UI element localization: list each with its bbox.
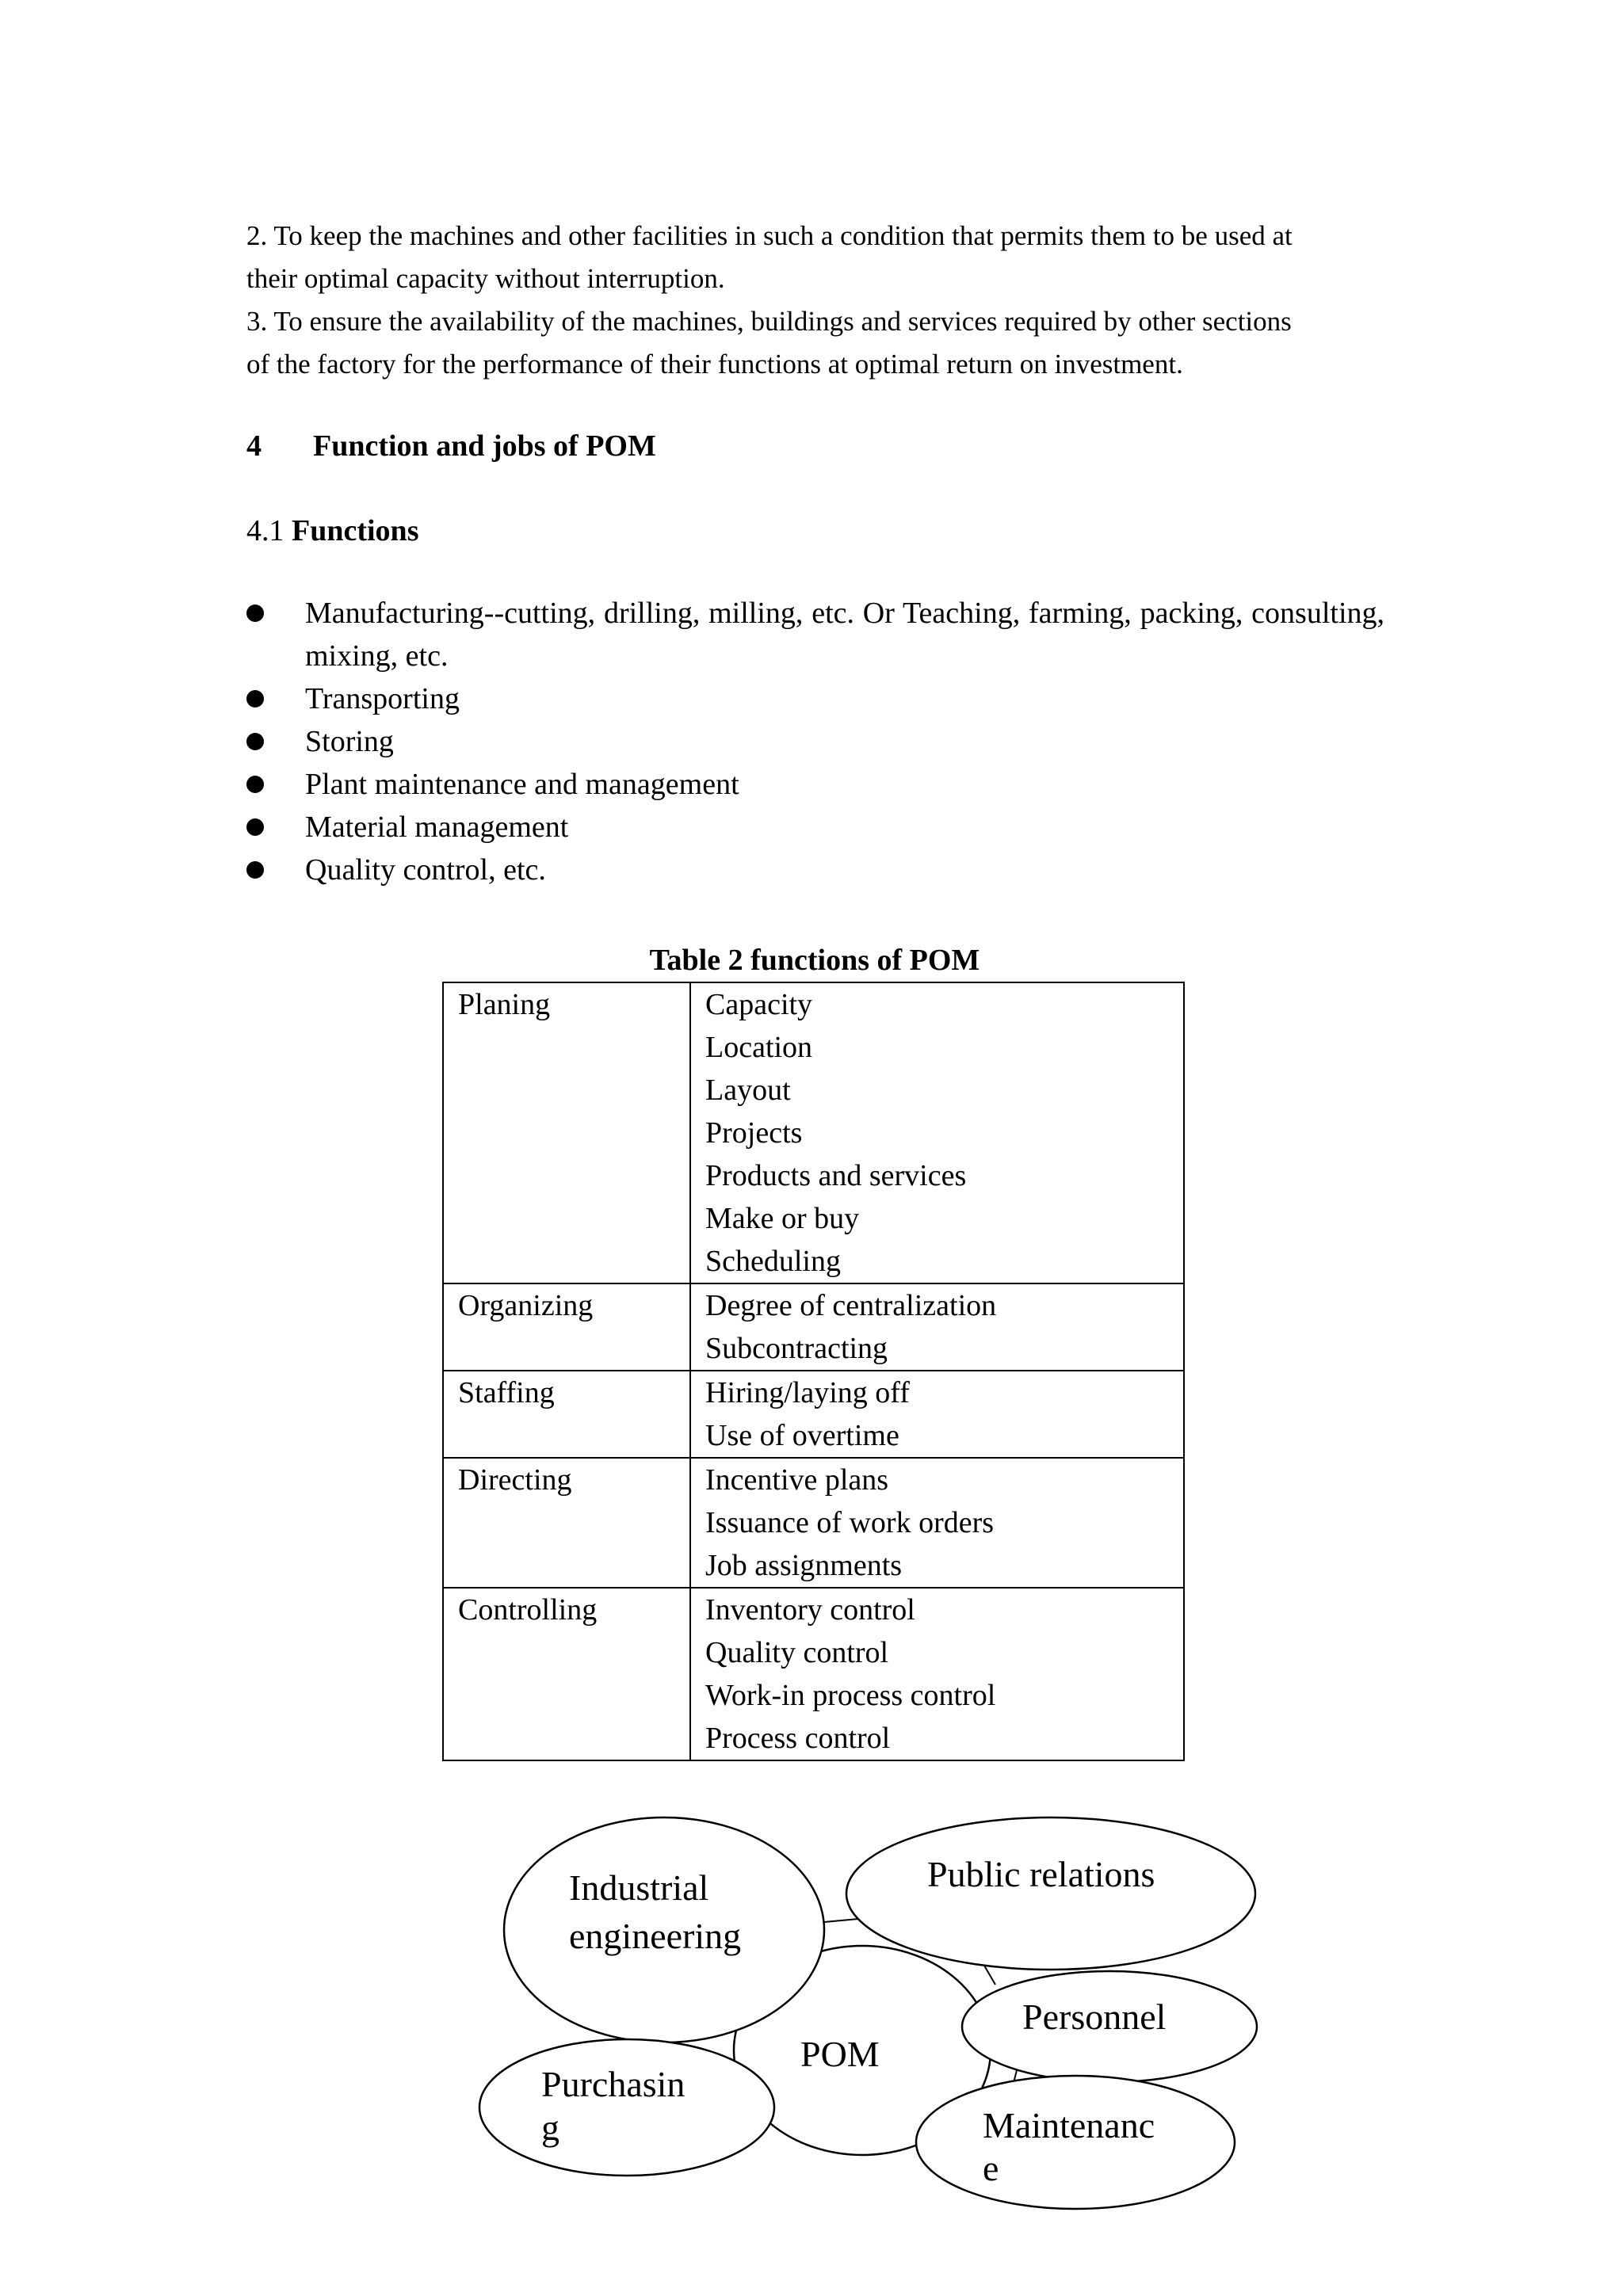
table-category-cell: Controlling: [443, 1588, 690, 1760]
industrial-engineering-label-line-1: Industrial: [569, 1867, 709, 1908]
table-item: Make or buy: [705, 1202, 860, 1235]
subsection-title: Functions: [292, 514, 419, 547]
paragraph-2-line-1: 2. To keep the machines and other facilities in such a condition that permits them to be used at: [246, 220, 1293, 251]
pom-label: POM: [800, 2034, 880, 2074]
table-item: Incentive plans: [705, 1463, 889, 1497]
table-category-cell: Organizing: [443, 1283, 690, 1371]
list-item-text: Manufacturing--cutting, drilling, milling, etc. Or Teaching, farming, packing, consulting, mixing, etc.: [305, 597, 1384, 673]
list-item-text: Quality control, etc.: [305, 853, 546, 887]
industrial-engineering-label-line-2: engineering: [569, 1916, 742, 1956]
list-item-text: Storing: [305, 725, 394, 758]
list-item-text: Material management: [305, 810, 569, 844]
table-item: Inventory control: [705, 1593, 915, 1627]
table-category-cell: Directing: [443, 1458, 690, 1588]
table-item: Projects: [705, 1116, 803, 1150]
personnel-label: Personnel: [1022, 1997, 1167, 2037]
table-item: Issuance of work orders: [705, 1506, 995, 1539]
table-item: Capacity: [705, 988, 813, 1021]
list-item-text: Plant maintenance and management: [305, 768, 739, 801]
table-item: Work-in process control: [705, 1679, 996, 1712]
section-number: 4: [246, 429, 262, 463]
table-item: Quality control: [705, 1636, 889, 1669]
purchasing-label-line-2: g: [541, 2107, 559, 2148]
purchasing-ellipse: [479, 2039, 774, 2176]
maintenance-label-line-1: Maintenanc: [983, 2105, 1155, 2145]
purchasing-label-line-1: Purchasin: [541, 2064, 685, 2104]
table-item: Job assignments: [705, 1549, 903, 1582]
table-item: Use of overtime: [705, 1419, 899, 1452]
table-caption: Table 2 functions of POM: [649, 944, 980, 977]
paragraph-3-line-2: of the factory for the performance of their functions at optimal return on investment.: [246, 349, 1183, 379]
subsection-number: 4.1: [246, 514, 285, 547]
table-category-cell: Planing: [443, 982, 690, 1283]
table-item: Degree of centralization: [705, 1289, 997, 1322]
table-item: Hiring/laying off: [705, 1376, 910, 1409]
paragraph-3-line-1: 3. To ensure the availability of the machines, buildings and services required by other sections: [246, 306, 1292, 337]
paragraph-2-line-2: their optimal capacity without interruption.: [246, 263, 725, 294]
list-item-text: Transporting: [305, 682, 460, 715]
table-category-cell: Staffing: [443, 1371, 690, 1458]
table-item: Process control: [705, 1722, 891, 1755]
public-relations-label: Public relations: [927, 1854, 1155, 1894]
table-item: Layout: [705, 1074, 791, 1107]
section-title: Function and jobs of POM: [313, 429, 656, 463]
table-item: Location: [705, 1031, 813, 1064]
table-item: Products and services: [705, 1159, 967, 1192]
table-item: Subcontracting: [705, 1332, 888, 1365]
table-item: Scheduling: [705, 1245, 841, 1278]
maintenance-label-line-2: e: [983, 2148, 999, 2188]
